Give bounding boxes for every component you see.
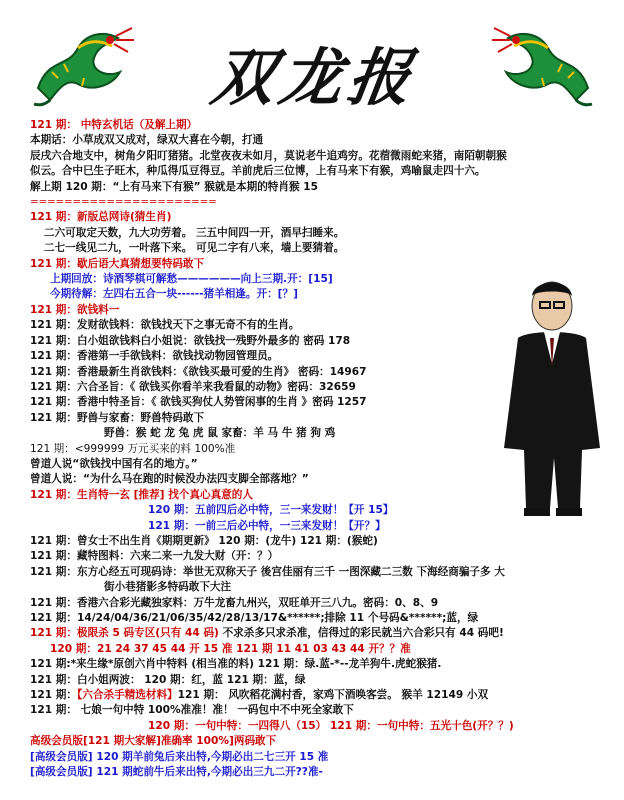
text-line bbox=[30, 180, 624, 195]
text-line bbox=[30, 118, 624, 133]
text-run: 曾道人说：“为什么马在跑的时候没办法四支脚全部落地？” bbox=[30, 473, 309, 486]
text-line bbox=[30, 195, 624, 210]
text-run: 新版总网诗(猜生肖) bbox=[77, 211, 172, 224]
text-run: [高级会员版] 121 期蛇前牛后来出特,今期必出三九二开??准- bbox=[30, 766, 323, 779]
text-line bbox=[30, 626, 624, 641]
text-run: 121 期：藏特图料：六来二来一九发大财（开：？） bbox=[30, 550, 279, 563]
text-run: 121 期：香港第一手欲钱料：欲钱找动物园管理员。 bbox=[30, 350, 279, 363]
text-run: 解上期 120 期：“上有马来下有猴” 猴就是本期的特肖猴 15 bbox=[30, 180, 319, 193]
text-run: 121 期：一前三后必中特，一三来发财！【开？】 bbox=[148, 519, 386, 532]
text-run: 121 期：六合圣旨：《 欲钱买你看羊来我看鼠的动物》密码：32659 bbox=[30, 380, 356, 393]
man-in-suit-icon bbox=[488, 268, 616, 528]
text-line bbox=[30, 719, 624, 734]
text-line bbox=[30, 580, 624, 595]
text-run: 街小巷猪影多特码敢下大注 bbox=[104, 581, 232, 594]
text-run: 121 期： bbox=[30, 689, 77, 702]
text-run: 121 期：生肖特一玄 [推荐] 找个真心真意的人 bbox=[30, 488, 253, 501]
text-run: 二七一线见二九，一叶落下来。 可见二字有八来，墙上要猜着。 bbox=[44, 242, 345, 255]
dragon-right-icon bbox=[488, 18, 598, 110]
text-run: 121 期：<999999 万元买来的料 100%准 bbox=[30, 442, 236, 455]
text-run: 120 期：21 24 37 45 44 开 15 准 121 期 11 41 03 43 44 开？？准 bbox=[50, 642, 411, 655]
text-line bbox=[30, 688, 624, 703]
text-run: 121 期： bbox=[30, 119, 77, 131]
text-run: 辰戌六合地支中，树角夕阳叮猪猪。北堂夜夜未如月，莫说老牛追鸡穷。花蓿微雨蛇来猪，南陌朝朝猴 bbox=[30, 149, 507, 162]
text-run: 121 期：野兽与家畜：野兽特码敢下 bbox=[30, 411, 205, 424]
text-run: 121 期：香港最新生肖欲钱料：《欲钱买最可爱的生肖》 密码：14967 bbox=[30, 365, 367, 378]
text-run: 121 期： 风吹稻花满村香，家鸡下酒唤客尝。 猴羊 12149 小双 bbox=[177, 689, 489, 702]
text-line bbox=[30, 133, 624, 148]
text-run: 121 期：香港中特圣旨：《 欲钱买狗仗人势管闲事的生肖 》密码 1257 bbox=[30, 396, 367, 409]
text-line bbox=[30, 534, 624, 549]
text-run: 【六合杀手精选材料】 bbox=[77, 689, 178, 702]
text-line bbox=[30, 750, 624, 765]
text-line bbox=[30, 565, 624, 580]
text-run: 121 期：曾女士不出生肖《期期更新》 120 期：(龙牛) 121 期：(猴蛇) bbox=[30, 534, 378, 547]
text-run: [高级会员版] 120 期羊前兔后来出特,今期必出二七三开 15 准 bbox=[30, 750, 329, 763]
text-run: 121 期：发财欲钱料：欲钱找天下之事无奇不有的生肖。 bbox=[30, 319, 300, 332]
text-run: 曾道人说“欲钱找中国有名的地方。” bbox=[30, 457, 198, 470]
text-line bbox=[30, 642, 624, 657]
text-run: 不求杀多只求杀准，信得过的彩民就当六合彩只有 44 码吧! bbox=[218, 627, 504, 640]
text-line bbox=[30, 164, 624, 179]
text-run: 上期回放：诗酒琴棋可解愁——————向上三期.开：[15] bbox=[50, 273, 333, 286]
text-run: 似云。合中巳生子旺木，种瓜得瓜豆得豆。羊前虎后三位博，上有马来下有猴，鸡喻鼠走四十六。 bbox=[30, 165, 486, 178]
text-run: 欲钱料一 bbox=[77, 303, 120, 316]
text-run: 歇后语大真猜想要特码敢下 bbox=[77, 257, 205, 270]
text-run: 121 期：白小姐两波： 120 期：红，蓝 121 期：蓝，绿 bbox=[30, 673, 306, 686]
text-run: ====================== bbox=[30, 196, 217, 209]
text-line bbox=[30, 657, 624, 672]
text-line bbox=[30, 149, 624, 164]
text-line bbox=[30, 549, 624, 564]
text-run: 121 期： bbox=[30, 257, 77, 270]
text-line bbox=[30, 210, 624, 225]
text-run: 野兽：猴 蛇 龙 兔 虎 鼠 家畜：羊 马 牛 猪 狗 鸡 bbox=[104, 427, 336, 440]
text-run: 今期待解：左四右五合一块------猪羊相逢。开：[？] bbox=[50, 288, 298, 301]
text-line bbox=[30, 611, 624, 626]
page-title: 双龙报 bbox=[207, 41, 422, 114]
text-run: 121 期：14/24/04/36/21/06/35/42/28/13/17&******;排除 11 个号码&******;蓝，绿 bbox=[30, 612, 479, 624]
text-line bbox=[30, 734, 624, 749]
text-run: 本期话：小草成双又成对，绿双大喜在今朝，打通 bbox=[30, 134, 264, 147]
text-line bbox=[30, 596, 624, 611]
text-line bbox=[30, 226, 624, 241]
text-line bbox=[30, 765, 624, 780]
text-run: 121 期：白小姐欲钱料白小姐说：欲钱找一残野外最多的 密码 178 bbox=[30, 334, 351, 347]
text-line bbox=[30, 673, 624, 688]
text-run: 中特玄机话（及解上期） bbox=[77, 119, 198, 131]
text-run: 121 期：东方心经五可现码诗：举世无双称天子 後宫佳丽有三千 一图深藏二三数 下海经商骗子多 大 bbox=[30, 565, 505, 578]
text-run: 121 期：香港六合彩光藏独家料：万牛龙畜九州兴，双旺单开三八九。密码：0、8、9 bbox=[30, 596, 439, 609]
text-run: 121 期： bbox=[30, 303, 77, 316]
text-run: 121 期:*来生缘*原创六肖中特料 (相当准的料) 121 期：绿.蓝-*--龙羊狗牛.虎蛇猴猪. bbox=[30, 658, 442, 671]
text-run: 二六可取定天数，九大功劳着。 三五中间四一开，酒早扫睡来。 bbox=[44, 226, 345, 239]
text-line bbox=[30, 241, 624, 256]
text-run: 高级会员版[121 期大家解]准确率 100%]两码敢下 bbox=[30, 735, 277, 748]
text-line bbox=[30, 703, 624, 718]
text-run: 121 期：极限杀 5 码专区(只有 44 码) bbox=[30, 627, 219, 640]
text-run: 120 期：一句中特：一四得八（15） 121 期：一句中特：五光十色(开？？) bbox=[148, 719, 514, 732]
text-run: 121 期： bbox=[30, 211, 77, 224]
dragon-left-icon bbox=[28, 18, 138, 110]
page-header bbox=[0, 0, 624, 118]
text-run: 120 期：五前四后必中特，三一来发财！【开 15】 bbox=[148, 504, 394, 517]
text-run: 121 期： 七娘一句中特 100%准准！准！ 一码包中不中死全家敢下 bbox=[30, 704, 354, 717]
